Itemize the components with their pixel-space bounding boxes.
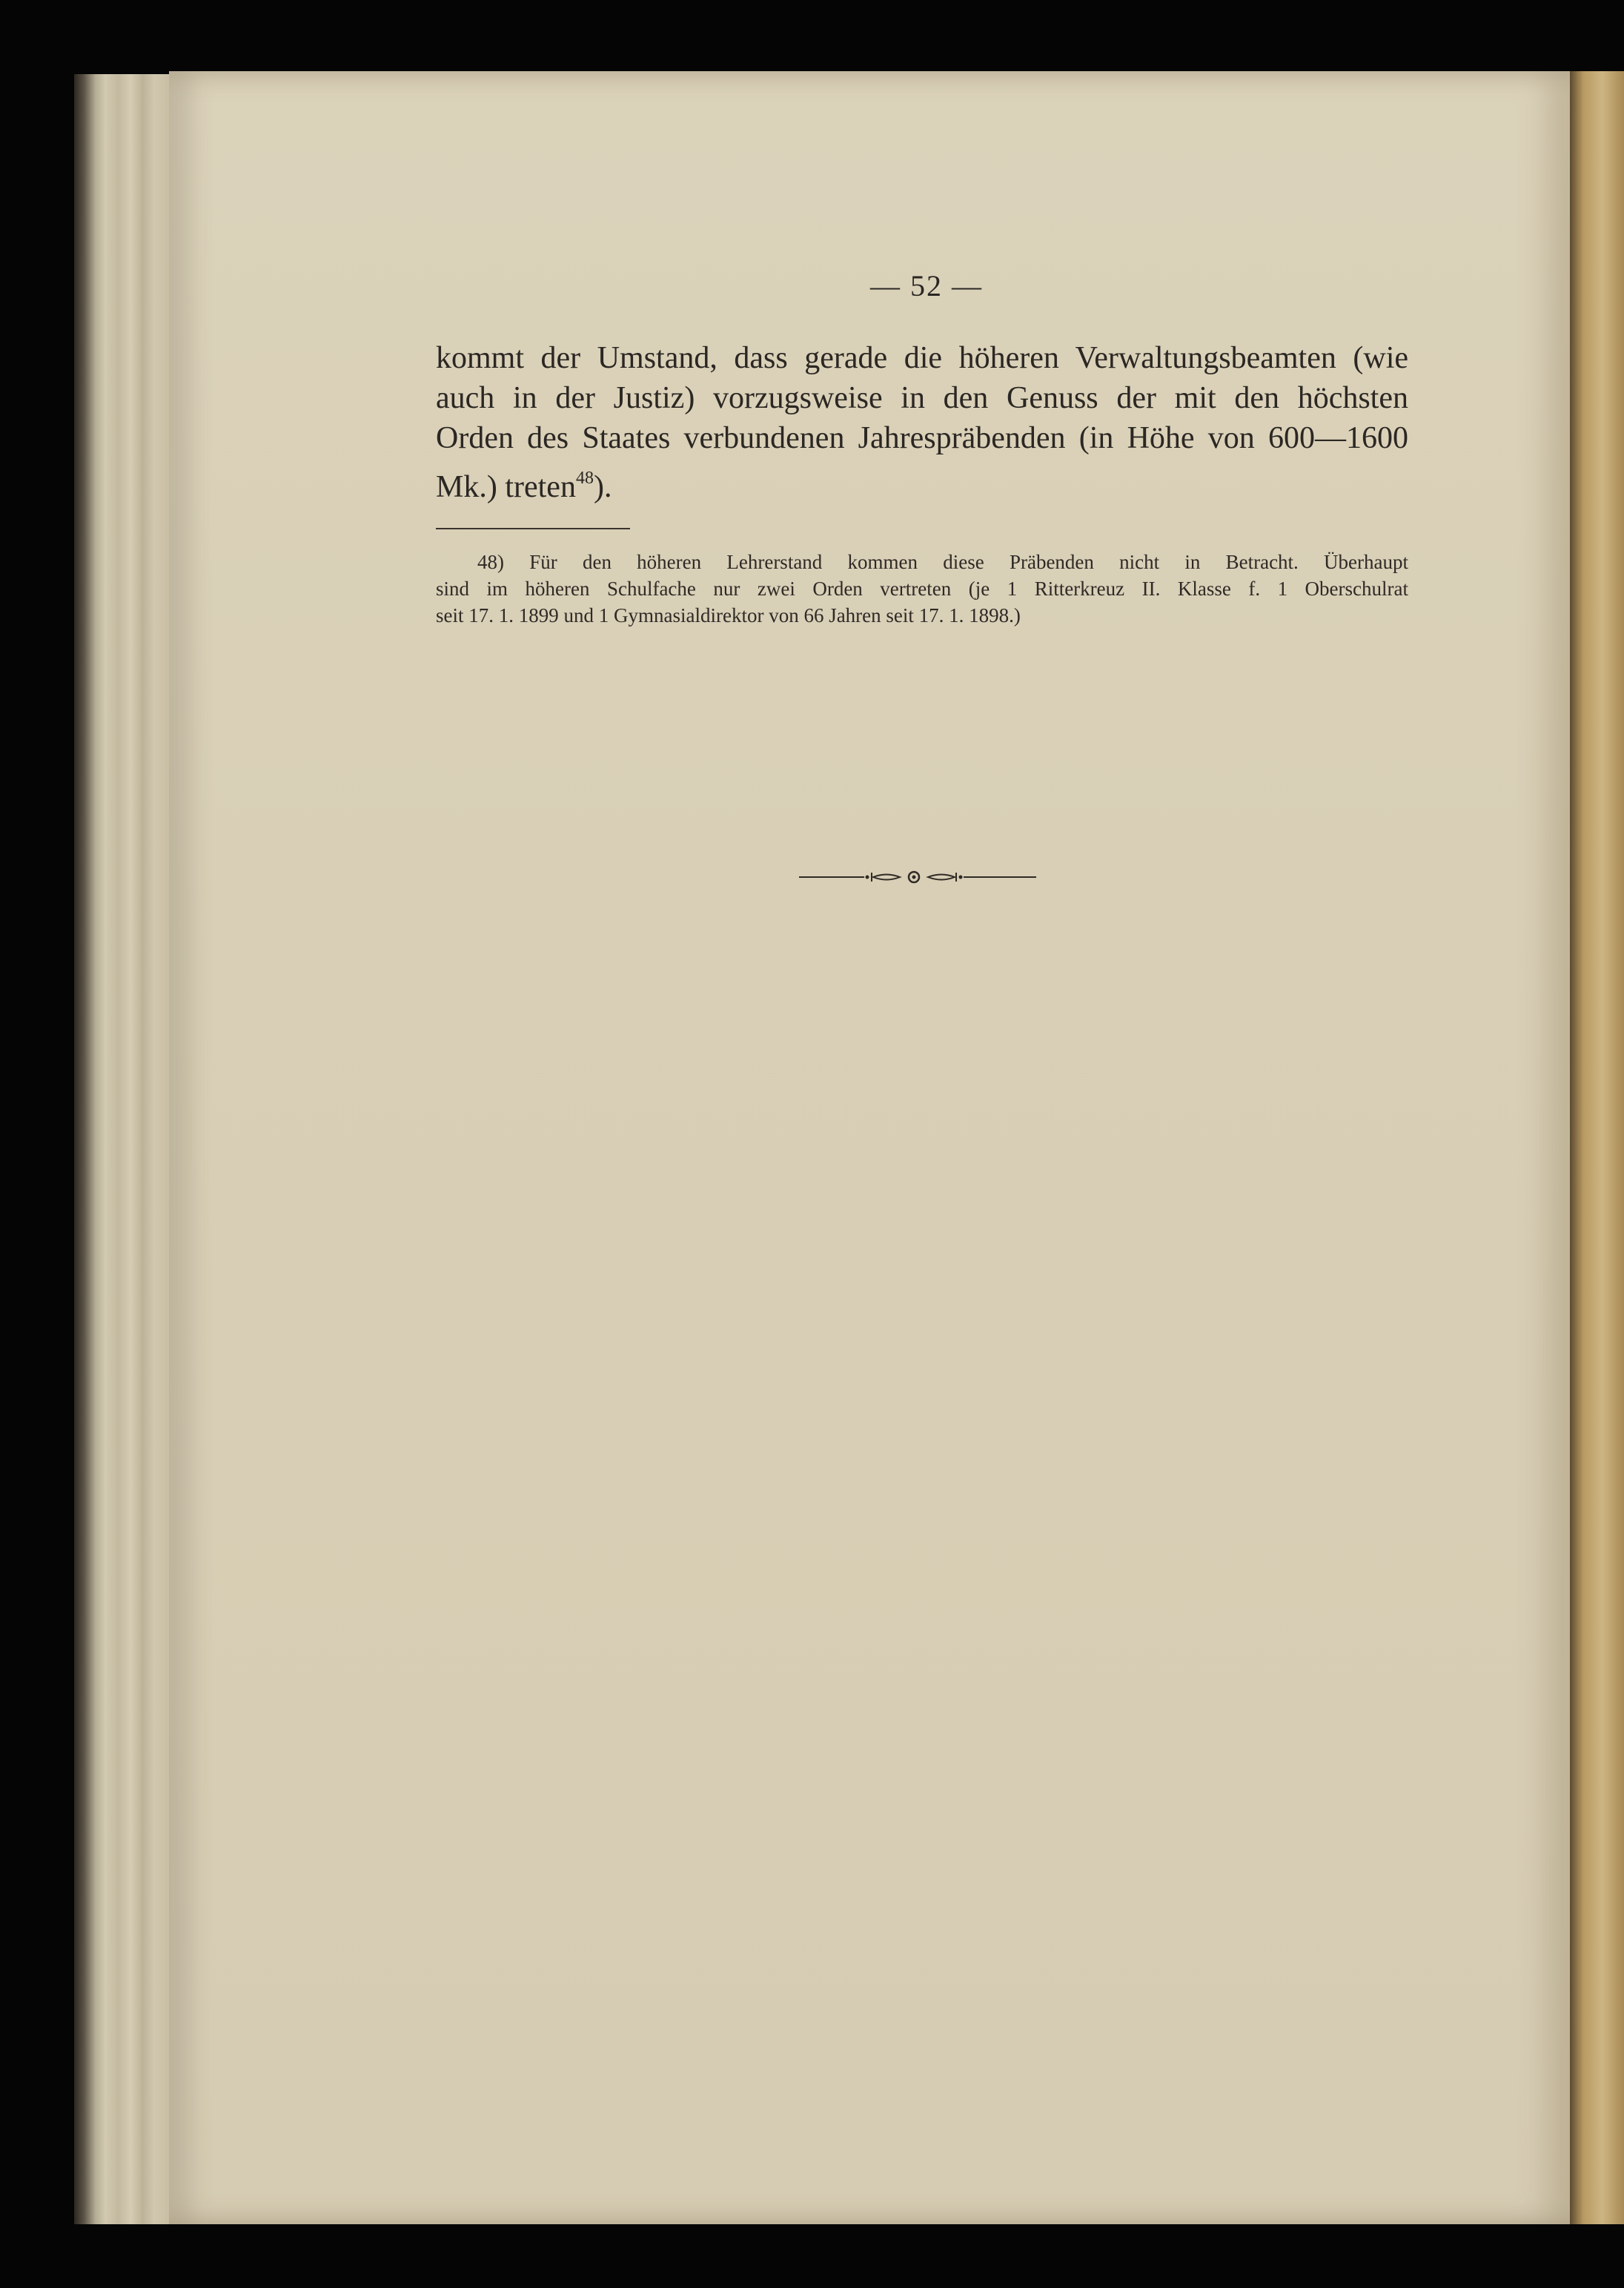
body-line-4 (436, 458, 1408, 507)
footnote-rule (436, 528, 630, 529)
footnote-line-2: sind im höheren Schulfache nur zwei Orden vertreten (je 1 Ritterkreuz II. Klasse f. 1 Oberschulrat (436, 578, 1408, 600)
body-closing: ). (593, 470, 612, 504)
footnote-reference: 48 (575, 469, 594, 488)
footnote-line-1: 48) Für den höheren Lehrerstand kommen diese Präbenden nicht in Betracht. Überhaupt (477, 551, 1408, 573)
footnote (436, 549, 1408, 629)
body-line-4-text: Mk.) treten (436, 470, 576, 504)
body-line-3: Orden des Staates verbundenen Jahrespräbenden (in Höhe von 600—1600 (436, 421, 1408, 455)
end-ornament (799, 866, 1036, 888)
footnote-line-3: seit 17. 1. 1899 und 1 Gymnasialdirektor von 66 Jahren seit 17. 1. 1898.) (436, 604, 1021, 626)
page-number: — 52 — (870, 269, 983, 302)
facing-page-edge (1570, 71, 1624, 2224)
body-line-2: auch in der Justiz) vorzugsweise in den Genuss der mit den höchsten (436, 381, 1408, 415)
body-line-1: kommt der Umstand, dass gerade die höheren Verwaltungsbeamten (wie (436, 341, 1408, 375)
book-page-edges (74, 74, 172, 2224)
body-paragraph (436, 338, 1408, 507)
